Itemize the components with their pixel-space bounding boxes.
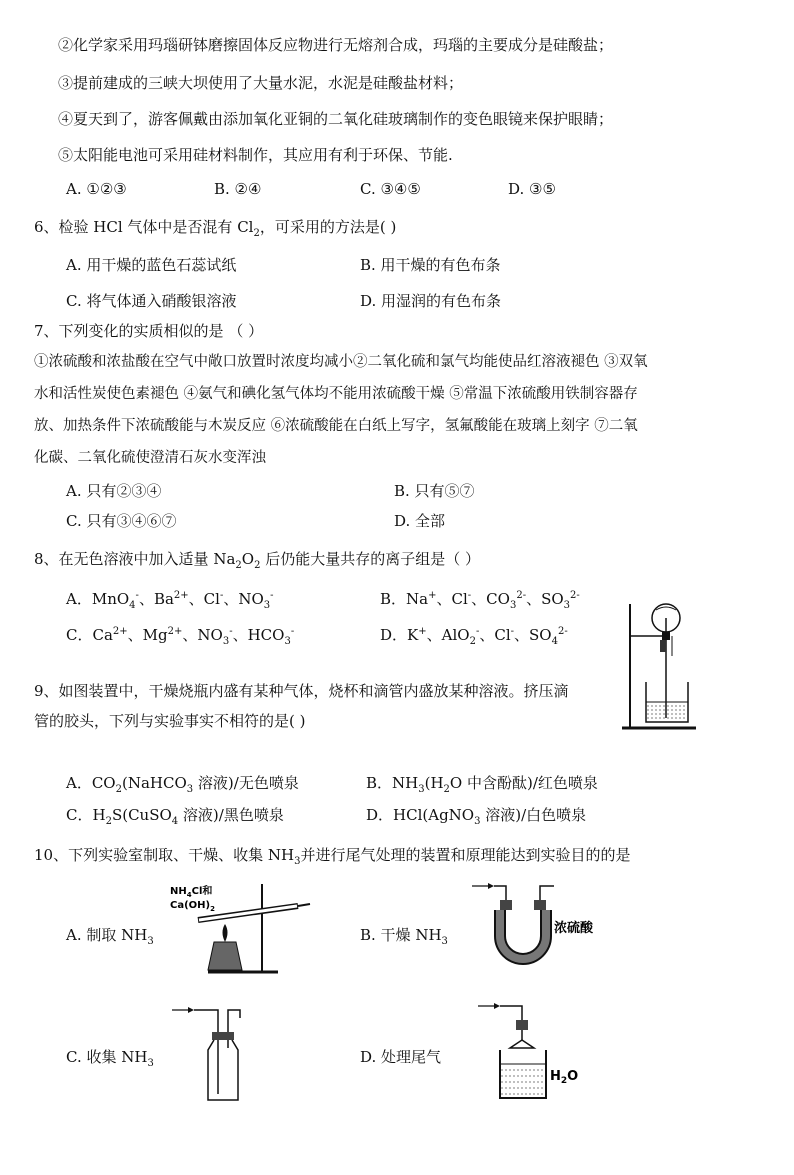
fountain-apparatus-figure (620, 598, 700, 734)
q6-option-a: A. 用干燥的蓝色石蕊试纸 (66, 256, 237, 274)
q7-line-1: ①浓硫酸和浓盐酸在空气中敞口放置时浓度均减小②二氧化硫和氯气均能使品红溶液褪色 ③双氧 (34, 354, 648, 370)
q9-stem-line-2: 管的胶头，下列与实验事实不相符的是( ) (34, 712, 306, 730)
figure-a-heating-apparatus (168, 880, 318, 980)
q8-option-c: C．$Ca^{2+}$、$Mg^{2+}$、$NO_3^-$、$HCO_3^-$ (66, 626, 295, 647)
q7-line-2: 水和活性炭使色素褪色 ④氨气和碘化氢气体均不能用浓硫酸干燥 ⑤常温下浓硫酸用铁制容器存 (34, 386, 638, 402)
q7-line-4: 化碳、二氧化硫使澄清石灰水变浑浊 (34, 450, 266, 466)
q6-option-d: D. 用湿润的有色布条 (360, 292, 502, 310)
q5-item-4: ④夏天到了，游客佩戴由添加氧化亚铜的二氧化硅玻璃制作的变色眼镜来保护眼睛； (58, 110, 614, 128)
q7-option-a: A. 只有②③④ (66, 482, 162, 500)
q7-line-3: 放、加热条件下浓硫酸能与木炭反应 ⑥浓硫酸能在白纸上写字，氢氟酸能在玻璃上刻字 ⑦二氧 (34, 418, 638, 434)
q5-option-b: B. ②④ (214, 180, 262, 198)
figure-c-gas-bottle (168, 1004, 258, 1104)
figure-d-label: $H_2O$ (550, 1069, 579, 1086)
figure-d-tail-gas (470, 1000, 600, 1104)
q5-item-3: ③提前建成的三峡大坝使用了大量水泥，水泥是硅酸盐材料； (58, 74, 464, 92)
q9-option-d: D．HCl(AgNO$_3$ 溶液)/白色喷泉 (366, 806, 587, 827)
q8-option-d: D．K+、AlO$_2$-、Cl-、$SO_4^{2-}$ (380, 626, 568, 647)
q10-option-d: D. 处理尾气 (360, 1048, 442, 1066)
q5-option-c: C. ③④⑤ (360, 180, 421, 198)
q9-option-c: C．$H_2S(CuSO_4$ 溶液)/黑色喷泉 (66, 806, 284, 827)
q6-option-b: B. 用干燥的有色布条 (360, 256, 501, 274)
q9-option-b: B．$NH_3(H_2O$ 中含酚酞)/红色喷泉 (366, 774, 598, 795)
q8-option-a: A．MnO$_4$-、$Ba^{2+}$、Cl-、$NO_3^-$ (66, 590, 274, 611)
q10-option-a: A. 制取 $NH_3$ (66, 926, 154, 947)
q7-option-d: D. 全部 (394, 512, 446, 530)
q8-option-b: B．Na+、Cl-、$CO_3^{2-}$、$SO_3^{2-}$ (380, 590, 580, 611)
figure-b-u-tube (470, 880, 620, 976)
figure-b-label: 浓硫酸 (554, 921, 594, 936)
figure-a-label-1: $NH_4Cl$和 (170, 886, 213, 899)
q6-stem: 6、检验 HCl 气体中是否混有 $Cl_2$，可采用的方法是( ) (34, 218, 397, 239)
q7-option-b: B. 只有⑤⑦ (394, 482, 475, 500)
q6-option-c: C. 将气体通入硝酸银溶液 (66, 292, 237, 310)
q8-stem: 8、在无色溶液中加入适量 $Na_2O_2$ 后仍能大量共存的离子组是（ ） (34, 550, 480, 571)
q9-option-a: A．$CO_2(NaHCO_3$ 溶液)/无色喷泉 (66, 774, 299, 795)
q5-option-d: D. ③⑤ (508, 180, 556, 198)
q9-stem-line-1: 9、如图装置中，干燥烧瓶内盛有某种气体，烧杯和滴管内盛放某种溶液。挤压滴 (34, 682, 569, 700)
q7-option-c: C. 只有③④⑥⑦ (66, 512, 177, 530)
q5-item-5: ⑤太阳能电池可采用硅材料制作，其应用有利于环保、节能. (58, 146, 453, 164)
figure-a-label-2: $Ca(OH)_2$ (170, 900, 215, 913)
q10-stem: 10、下列实验室制取、干燥、收集 $NH_3$并进行尾气处理的装置和原理能达到实验目的的是 (34, 846, 631, 867)
q10-option-b: B. 干燥 $NH_3$ (360, 926, 448, 947)
q7-stem: 7、下列变化的实质相似的是 （ ） (34, 322, 264, 340)
q5-item-2: ②化学家采用玛瑙研钵磨擦固体反应物进行无熔剂合成，玛瑙的主要成分是硅酸盐； (58, 36, 614, 54)
q10-option-c: C. 收集 $NH_3$ (66, 1048, 154, 1069)
q5-option-a: A. ①②③ (66, 180, 127, 198)
